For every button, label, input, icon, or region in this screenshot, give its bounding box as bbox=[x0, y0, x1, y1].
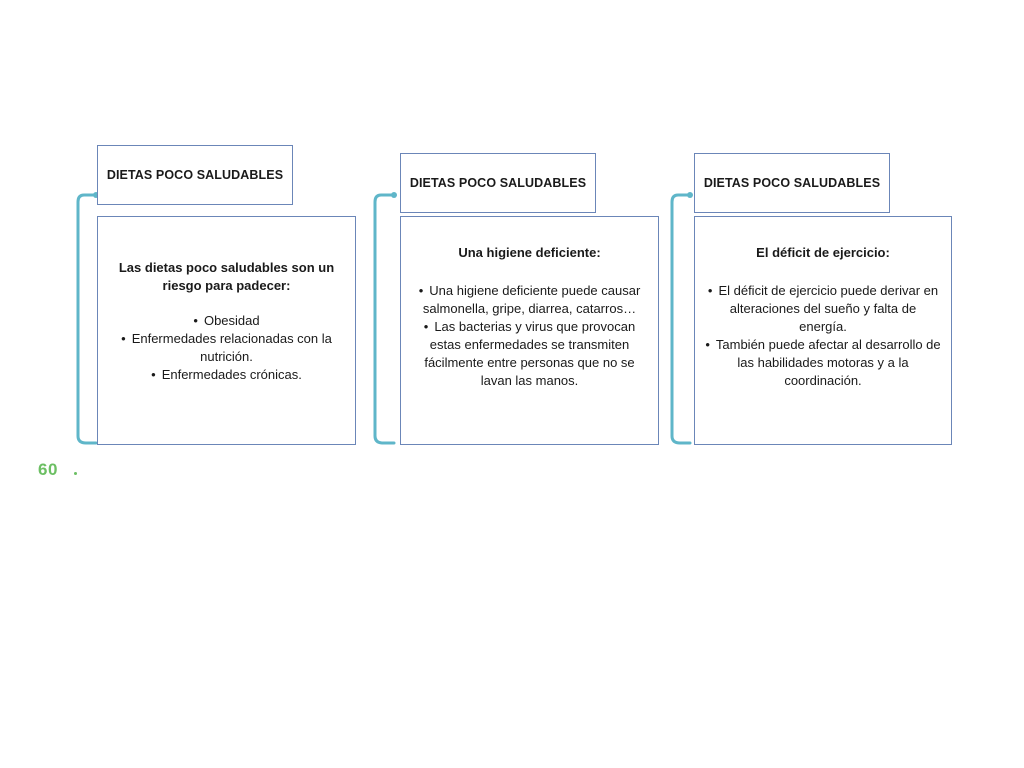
list-item: • Una higiene deficiente puede causar salmonella, gripe, diarrea, catarros… bbox=[411, 282, 648, 318]
title-text: DIETAS POCO SALUDABLES bbox=[106, 168, 284, 182]
bullet-list bbox=[108, 312, 345, 384]
title-box-3 bbox=[694, 153, 890, 213]
list-item: • Enfermedades crónicas. bbox=[108, 366, 345, 384]
list-item: • También puede afectar al desarrollo de las habilidades motoras y a la coordinación. bbox=[705, 336, 941, 390]
content-heading: Una higiene deficiente: bbox=[458, 245, 601, 260]
page-number-dot bbox=[74, 472, 77, 475]
title-text: DIETAS POCO SALUDABLES bbox=[409, 176, 587, 190]
bullet-list bbox=[411, 282, 648, 390]
connector-bracket-3 bbox=[672, 195, 690, 443]
title-box-2 bbox=[400, 153, 596, 213]
list-item: • Enfermedades relacionadas con la nutrición. bbox=[108, 330, 345, 366]
list-item: • Obesidad bbox=[108, 312, 345, 330]
list-item: • El déficit de ejercicio puede derivar en alteraciones del sueño y falta de energía. bbox=[705, 282, 941, 336]
list-item: • Las bacterias y virus que provocan estas enfermedades se transmiten fácilmente entre personas que no se lavan las manos. bbox=[411, 318, 648, 390]
title-box-1 bbox=[97, 145, 293, 205]
connector-bracket-2 bbox=[375, 195, 394, 443]
bullet-list bbox=[705, 282, 941, 390]
connector-bracket-1 bbox=[78, 195, 96, 443]
content-heading: El déficit de ejercicio: bbox=[756, 245, 890, 260]
connector-node-3 bbox=[687, 192, 693, 198]
content-box-2 bbox=[400, 216, 659, 445]
content-heading: Las dietas poco saludables son un riesgo para padecer: bbox=[118, 260, 335, 293]
page-number: 60 bbox=[38, 460, 58, 479]
content-box-1 bbox=[97, 216, 356, 445]
title-text: DIETAS POCO SALUDABLES bbox=[703, 176, 881, 190]
content-box-3 bbox=[694, 216, 952, 445]
connector-node-2 bbox=[391, 192, 397, 198]
